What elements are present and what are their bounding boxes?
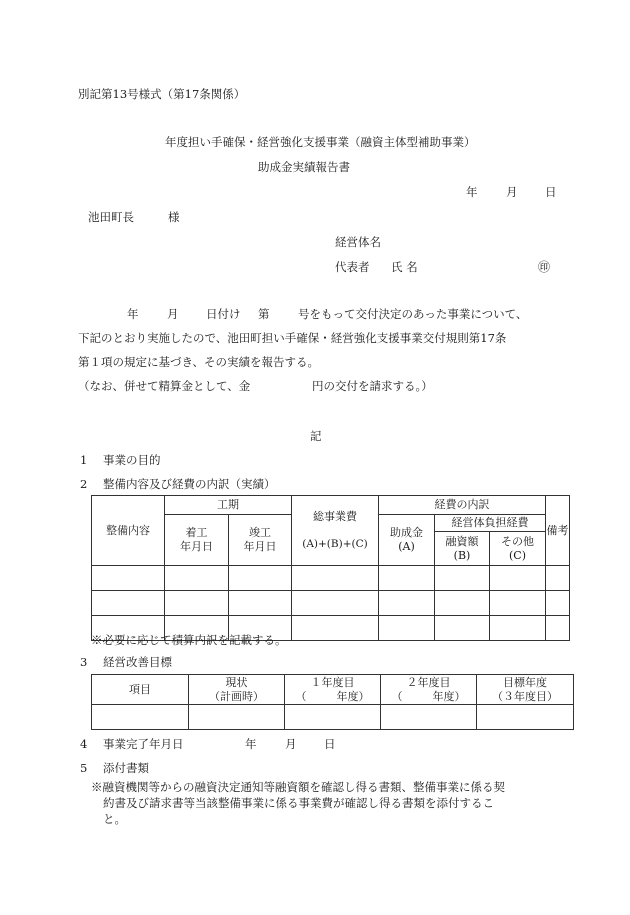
section3-num: 3 [80,655,88,669]
header-content: 整備内容 [92,496,165,566]
ki-heading: 記 [310,429,322,443]
section2-title: 整備内容及び経費の内訳（実績） [103,477,276,491]
seal-icon: ㊞ [538,260,551,274]
date-month: 月 [506,185,518,199]
header-total: 総事業費 (A)+(B)+(C) [292,496,379,566]
header-burden: 経営体負担経費 [435,515,546,532]
body-line4b: 円の交付を請求する。） [312,379,433,393]
header-end: 竣工 年月日 [229,515,292,566]
date-year: 年 [466,185,478,199]
header-subsidy: 助成金 (A) [379,515,435,566]
table-row [92,566,570,591]
header-other: その他 (C) [490,532,546,566]
header-item: 項目 [92,675,189,705]
body-dated: 日付け [206,307,241,321]
section4-num: 4 [80,737,88,751]
date-day: 日 [545,185,557,199]
body-rest: 号をもって交付決定のあった事業について、 [298,307,528,321]
header-current: 現状 （計画時） [189,675,285,705]
section4-month: 月 [285,737,297,751]
applicant-name-label: 氏 名 [391,260,418,274]
section1-num: 1 [80,453,88,467]
section5-note-l2: 約書及び請求書等当該整備事業に係る事業費が確認し得る書類を添付するこ [103,796,494,810]
header-target: 目標年度 （３年度目） [477,675,574,705]
body-year: 年 [127,307,139,321]
section1-title: 事業の目的 [103,453,161,467]
section5-title: 添付書類 [103,761,149,775]
addressee-name: 池田町長 [88,210,134,224]
section4-year: 年 [245,737,257,751]
body-line3: 第１項の規定に基づき、その実績を報告する。 [78,355,320,369]
section4-title: 事業完了年月日 [103,737,184,751]
section2-num: 2 [80,477,88,491]
body-line4a: （なお、併せて精算金として、金 [78,379,251,393]
target-table [91,674,574,730]
header-breakdown: 経費の内訳 [379,496,546,515]
title-line2: 助成金実績報告書 [258,160,350,174]
body-line2: 下記のとおり実施したので、池田町担い手確保・経営強化支援事業交付規則第17条 [78,331,507,345]
applicant-org-label: 経営体名 [335,235,381,249]
section2-note: ※必要に応じて積算内訳を記載する。 [91,633,287,647]
section3-title: 経営改善目標 [103,655,172,669]
body-month: 月 [167,307,179,321]
body-no: 第 [258,307,270,321]
section4-day: 日 [324,737,336,751]
title-line1: 年度担い手確保・経営強化支援事業（融資主体型補助事業） [165,135,476,149]
header-note: 備考 [546,496,570,566]
applicant-rep-label: 代表者 [335,260,370,274]
header-year2: ２年度目 （ 年度） [381,675,477,705]
table-row [92,591,570,616]
header-loan: 融資額 (B) [435,532,490,566]
table-row [92,705,574,730]
section5-note-l3: と。 [103,812,126,826]
header-year1: １年度目 （ 年度） [285,675,381,705]
header-start: 着工 年月日 [165,515,229,566]
section5-note-l1: ※融資機関等からの融資決定通知等融資額を確認し得る書類、整備事業に係る契 [91,780,505,794]
section5-num: 5 [80,761,88,775]
form-label: 別記第13号様式（第17条関係） [78,87,246,101]
expense-table [91,495,570,641]
header-period: 工期 [165,496,292,515]
addressee-honorific: 様 [168,210,180,224]
